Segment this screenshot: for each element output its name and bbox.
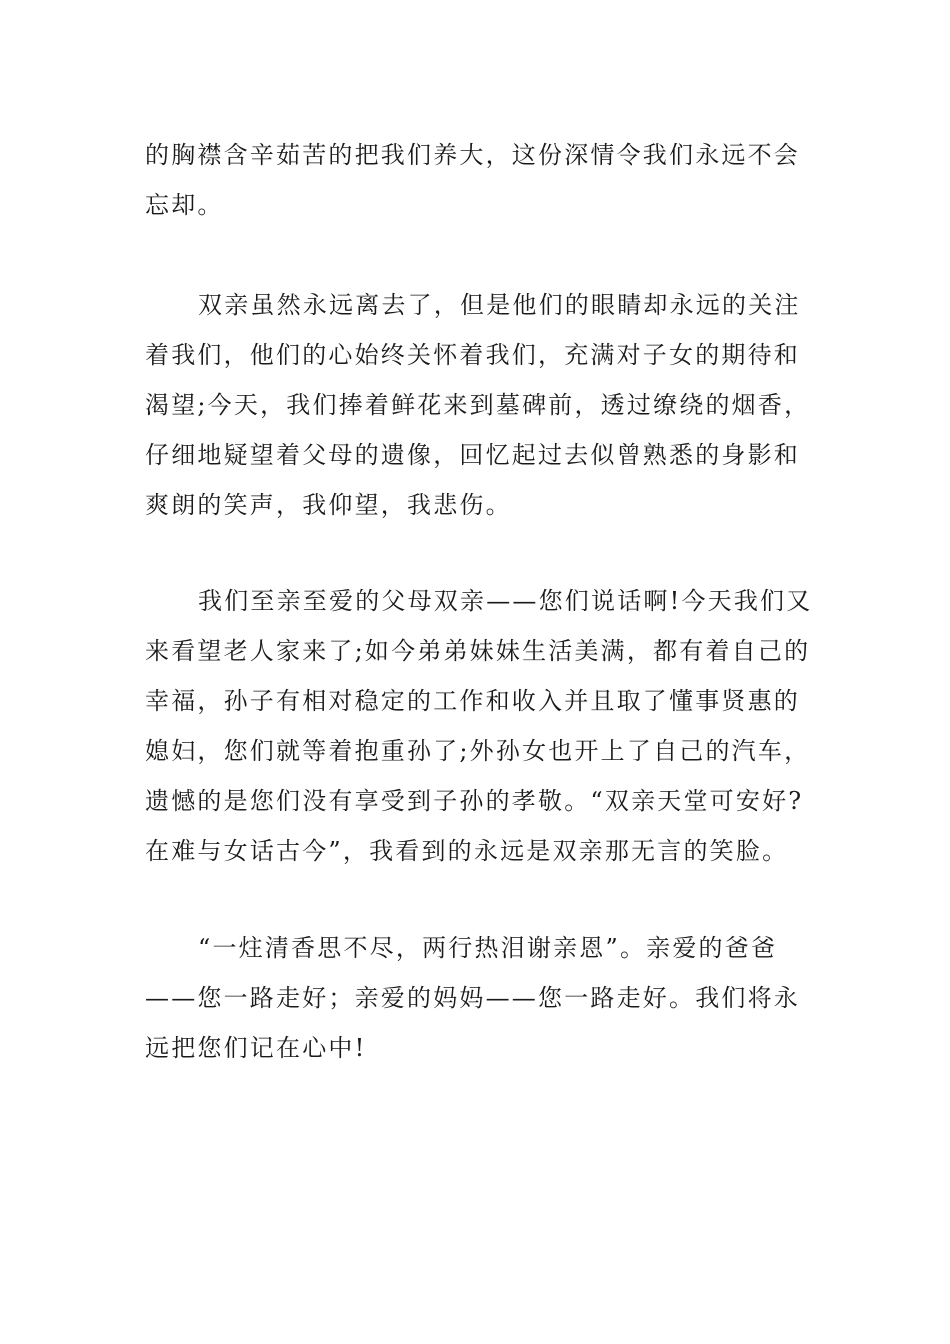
text-line: 双亲虽然永远离去了，但是他们的眼睛却永远的关注 (198, 291, 801, 319)
text-line: 着我们，他们的心始终关怀着我们，充满对子女的期待和 (145, 341, 800, 369)
text-line: 忘却。 (145, 191, 224, 219)
paragraph-4 (145, 931, 815, 1065)
text-line: 渴望;今天，我们捧着鲜花来到墓碑前，透过缭绕的烟香， (145, 391, 811, 419)
text-line: 仔细地疑望着父母的遗像，回忆起过去似曾熟悉的身影和 (145, 441, 800, 469)
paragraph-3 (145, 584, 815, 868)
text-line: 遗憾的是您们没有享受到子孙的孝敬。“双亲天堂可安好? (145, 787, 804, 815)
text-line: 的胸襟含辛茹苦的把我们养大，这份深情令我们永远不会 (145, 141, 800, 169)
text-line: ——您一路走好；亲爱的妈妈——您一路走好。我们将永 (145, 984, 800, 1012)
paragraph-2 (145, 288, 815, 522)
text-line: 幸福，孙子有相对稳定的工作和收入并且取了懂事贤惠的 (145, 687, 800, 715)
text-line: 我们至亲至爱的父母双亲——您们说话啊!今天我们又 (198, 587, 813, 615)
text-line: 爽朗的笑声，我仰望，我悲伤。 (145, 491, 512, 519)
text-line: 来看望老人家来了;如今弟弟妹妹生活美满，都有着自己的 (145, 637, 811, 665)
text-line: 在难与女话古今”，我看到的永远是双亲那无言的笑脸。 (145, 837, 789, 865)
text-line: “一炷清香思不尽，两行热泪谢亲恩”。亲爱的爸爸 (198, 934, 778, 962)
paragraph-1 (145, 138, 815, 222)
text-line: 远把您们记在心中! (145, 1034, 367, 1062)
text-line: 媳妇，您们就等着抱重孙了;外孙女也开上了自己的汽车， (145, 737, 811, 765)
